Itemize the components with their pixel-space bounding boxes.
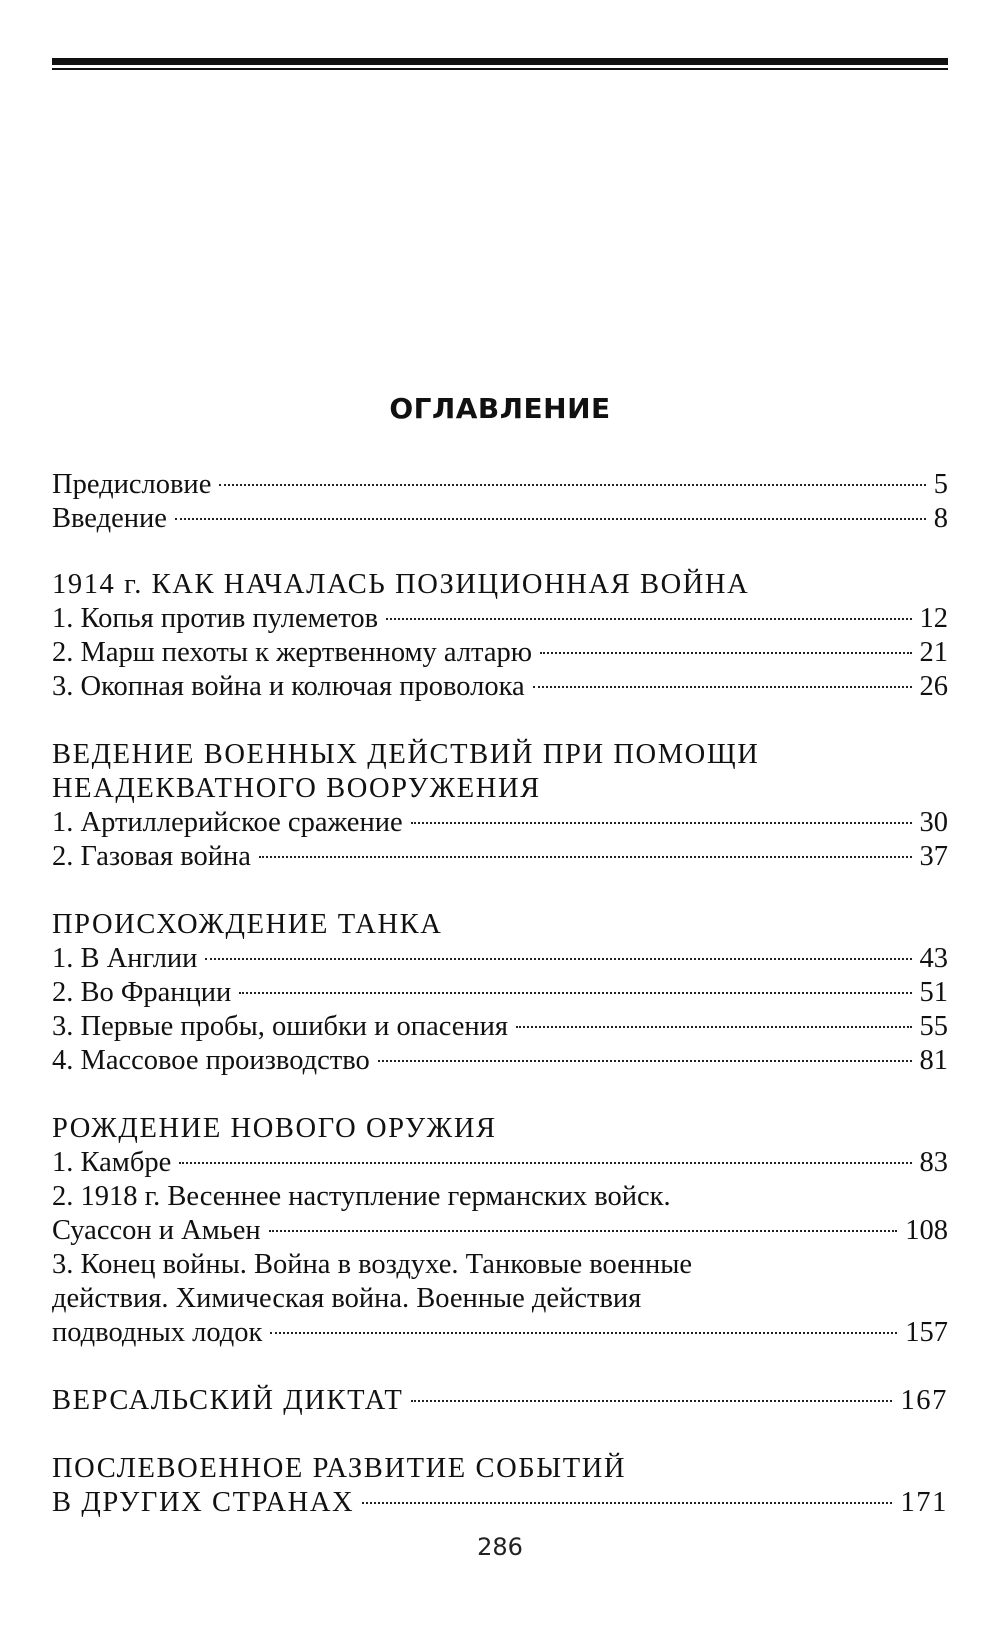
toc-entry-page: 55: [919, 1011, 948, 1042]
dot-leader: [540, 652, 911, 654]
page-number: 286: [477, 1533, 523, 1561]
toc-entry-title: 2. Марш пехоты к жертвенному алтарю: [52, 637, 533, 668]
toc-entry: [52, 806, 948, 840]
section-heading-continued: НЕАДЕКВАТНОГО ВООРУЖЕНИЯ: [52, 773, 541, 804]
top-rule-thin: [52, 68, 948, 70]
toc-entry: [52, 670, 948, 704]
toc-entry-title: В ДРУГИХ СТРАНАХ: [52, 1487, 355, 1518]
dot-leader: [270, 1332, 897, 1334]
toc-entry: [52, 1010, 948, 1044]
toc-entry-page: 51: [919, 977, 948, 1008]
dot-leader: [362, 1502, 892, 1504]
toc-entry-title: 3. Первые пробы, ошибки и опасения: [52, 1011, 508, 1042]
toc-entry: [52, 602, 948, 636]
toc-entry-page: 81: [919, 1045, 948, 1076]
toc-entry-title: ВЕРСАЛЬСКИЙ ДИКТАТ: [52, 1385, 404, 1416]
dot-leader: [386, 618, 911, 620]
toc-entry-title: 1. Артиллерийское сражение: [52, 807, 403, 838]
toc-entry-page: 21: [919, 637, 948, 668]
section-heading: 1914 г. КАК НАЧАЛАСЬ ПОЗИЦИОННАЯ ВОЙНА: [52, 569, 750, 600]
toc-entry-page: 26: [919, 671, 948, 702]
toc-heading-entry: [52, 1486, 948, 1520]
toc-entry-line: 3. Конец войны. Война в воздухе. Танковые военные: [52, 1249, 693, 1280]
dot-leader: [219, 484, 925, 486]
toc-entry-page: 83: [919, 1147, 948, 1178]
toc-entry-page: 12: [919, 603, 948, 634]
dot-leader: [533, 686, 912, 688]
dot-leader: [239, 992, 911, 994]
toc-entry-title: Предисловие: [52, 469, 212, 500]
toc-entry-title: 2. Во Франции: [52, 977, 232, 1008]
dot-leader: [205, 958, 911, 960]
toc-entry-title: 1. Копья против пулеметов: [52, 603, 379, 634]
toc-entry-title: 3. Окопная война и колючая проволока: [52, 671, 525, 702]
toc-entry-page: 30: [919, 807, 948, 838]
top-rule-thick: [52, 58, 948, 65]
section-heading: ПРОИСХОЖДЕНИЕ ТАНКА: [52, 909, 443, 940]
toc-entry: [52, 840, 948, 874]
toc-entry-title: Суассон и Амьен: [52, 1215, 261, 1246]
toc-entry-preface: [52, 468, 948, 502]
toc-heading-entry: [52, 1384, 948, 1418]
dot-leader: [269, 1230, 898, 1232]
toc-entry-page: 8: [933, 503, 948, 534]
toc-entry: [52, 942, 948, 976]
toc-entry-line: действия. Химическая война. Военные действия: [52, 1283, 642, 1314]
section-heading: ПОСЛЕВОЕННОЕ РАЗВИТИЕ СОБЫТИЙ: [52, 1453, 627, 1484]
dot-leader: [378, 1060, 912, 1062]
dot-leader: [516, 1026, 912, 1028]
toc-entry-line: 2. 1918 г. Весеннее наступление германских войск.: [52, 1181, 671, 1212]
toc-entry-page: 167: [900, 1385, 948, 1416]
toc-entry-title: Введение: [52, 503, 167, 534]
page-title: ОГЛАВЛЕНИЕ: [389, 392, 611, 425]
toc-entry-title: подводных лодок: [52, 1317, 263, 1348]
toc-entry-page: 108: [905, 1215, 948, 1246]
toc-entry: [52, 1316, 948, 1350]
toc-entry: [52, 976, 948, 1010]
dot-leader: [175, 518, 926, 520]
dot-leader: [259, 856, 912, 858]
toc-entry-title: 1. Камбре: [52, 1147, 172, 1178]
toc-entry-page: 157: [905, 1317, 948, 1348]
dot-leader: [179, 1162, 911, 1164]
toc-entry-page: 171: [900, 1487, 948, 1518]
toc-entry-page: 37: [919, 841, 948, 872]
section-heading: ВЕДЕНИЕ ВОЕННЫХ ДЕЙСТВИЙ ПРИ ПОМОЩИ: [52, 739, 760, 770]
toc-entry: [52, 1214, 948, 1248]
toc-entry-page: 43: [919, 943, 948, 974]
toc-entry-title: 1. В Англии: [52, 943, 198, 974]
toc-entry-title: 4. Массовое производство: [52, 1045, 370, 1076]
toc-entry-introduction: [52, 502, 948, 536]
toc-entry-page: 5: [933, 469, 948, 500]
dot-leader: [411, 1400, 892, 1402]
table-of-contents: [52, 468, 948, 1520]
dot-leader: [411, 822, 912, 824]
toc-entry: [52, 1044, 948, 1078]
toc-entry: [52, 636, 948, 670]
section-heading: РОЖДЕНИЕ НОВОГО ОРУЖИЯ: [52, 1113, 497, 1144]
toc-entry: [52, 1146, 948, 1180]
toc-entry-title: 2. Газовая война: [52, 841, 251, 872]
